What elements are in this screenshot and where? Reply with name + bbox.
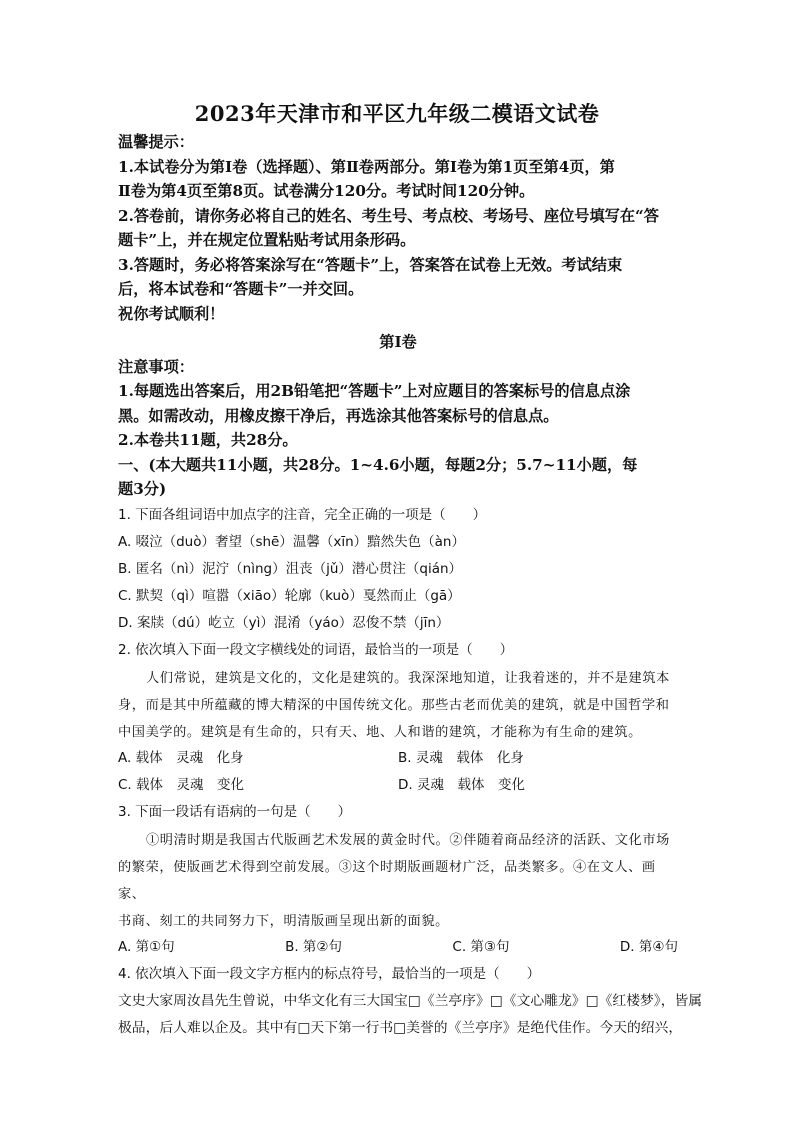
tips-line: Ⅱ卷为第4页至第8页。试卷满分120分。考试时间120分钟。: [118, 182, 535, 200]
notes-line: 2.本卷共11题，共28分。: [118, 431, 298, 449]
question-3-options-row: [118, 934, 678, 961]
question-3-stem: 3. 下面一段话有语病的一句是（ ）: [118, 803, 352, 820]
question-3-option-b: B. 第②句: [285, 938, 343, 955]
tips-line: 后，将本试卷和“答题卡”一并交回。: [118, 280, 364, 298]
tips-line: 2.答卷前，请你务必将自己的姓名、考生号、考点校、考场号、座位号填写在“答: [118, 206, 659, 225]
question-3-option-c: C. 第③句: [452, 938, 510, 955]
question-2-option-b: B. 灵魂 载体 化身: [398, 749, 524, 766]
notes-line: 一、(本大题共11小题，共28分。1~4.6小题，每题2分；5.7~11小题，每: [118, 455, 638, 474]
question-2-option-a: A. 载体 灵魂 化身: [118, 749, 244, 766]
question-2-options-row: [118, 772, 678, 799]
tips-line: 3.答题时，务必将答案涂写在“答题卡”上，答案答在试卷上无效。考试结束: [118, 255, 623, 274]
tips-line: 题卡”上，并在规定位置粘贴考试用条形码。: [118, 231, 416, 249]
exam-content: [118, 130, 703, 1042]
question-3-option-a: A. 第①句: [118, 938, 175, 955]
question-1-option-b: B. 匿名（nì）泥泞（nìng）沮丧（jǔ）潜心贯注（qián）: [118, 560, 463, 577]
question-3-passage-line: ①明清时期是我国古代版画艺术发展的黄金时代。②伴随着商品经济的活跃、文化市场: [146, 831, 670, 847]
notes-line: 题3分): [118, 480, 167, 498]
section-label: 第Ⅰ卷: [379, 333, 417, 351]
question-4-text-line: 极品，后人难以企及。其中有□天下第一行书□美誉的《兰亭序》是绝代佳作。今天的绍兴，: [118, 1019, 683, 1036]
question-3-passage-line: 书商、刻工的共同努力下，明清版画呈现出新的面貌。: [118, 912, 449, 928]
question-4-stem: 4. 依次填入下面一段文字方框内的标点符号，最恰当的一项是（ ）: [118, 965, 541, 982]
question-1-stem: 1. 下面各组词语中加点字的注音，完全正确的一项是（ ）: [118, 506, 487, 523]
question-3-option-d: D. 第④句: [619, 938, 678, 955]
page-title: 2023年天津市和平区九年级二模语文试卷: [194, 101, 600, 126]
question-1-option-c: C. 默契（qì）喧嚣（xiāo）轮廓（kuò）戛然而止（gā）: [118, 587, 461, 604]
tips-heading: 温馨提示：: [118, 133, 194, 151]
question-2-passage-line: 身，而是其中所蕴藏的博大精深的中国传统文化。那些古老而优美的建筑，就是中国哲学和: [118, 696, 670, 712]
question-2-passage-line: 中国美学的。建筑是有生命的，只有天、地、人和谐的建筑，才能称为有生命的建筑。: [118, 723, 642, 739]
question-2-stem: 2. 依次填入下面一段文字横线处的词语，最恰当的一项是（ ）: [118, 641, 514, 658]
question-2-passage-line: 人们常说，建筑是文化的，文化是建筑的。我深深地知道，让我着迷的，并不是建筑本: [146, 669, 670, 685]
tips-line: 1.本试卷分为第Ⅰ卷（选择题）、第Ⅱ卷两部分。第Ⅰ卷为第1页至第4页，第: [118, 157, 615, 176]
question-2-options-row: [118, 745, 678, 772]
question-2-option-c: C. 载体 灵魂 变化: [118, 776, 245, 793]
notes-heading: 注意事项：: [118, 357, 194, 376]
notes-line: 黑。如需改动，用橡皮擦干净后，再选涂其他答案标号的信息点。: [118, 406, 559, 425]
notes-line: 1.每题选出答案后，用2B铅笔把“答题卡”上对应题目的答案标号的信息点涂: [118, 382, 631, 400]
question-2-option-d: D. 灵魂 载体 变化: [398, 776, 525, 793]
question-3-passage-line: 的繁荣，使版画艺术得到空前发展。③这个时期版画题材广泛，品类繁多。④在文人、画家、: [118, 858, 656, 901]
question-1-option-d: D. 案牍（dú）屹立（yì）混淆（yáo）忍俊不禁（jīn）: [118, 614, 450, 631]
question-1-option-a: A. 啜泣（duò）奢望（shē）温馨（xīn）黯然失色（àn）: [118, 533, 465, 550]
tips-line: 祝你考试顺利！: [118, 304, 225, 323]
question-4-text-line: 文史大家周汝昌先生曾说，中华文化有三大国宝□《兰亭序》□《文心雕龙》□《红楼梦》，皆属: [118, 992, 703, 1009]
